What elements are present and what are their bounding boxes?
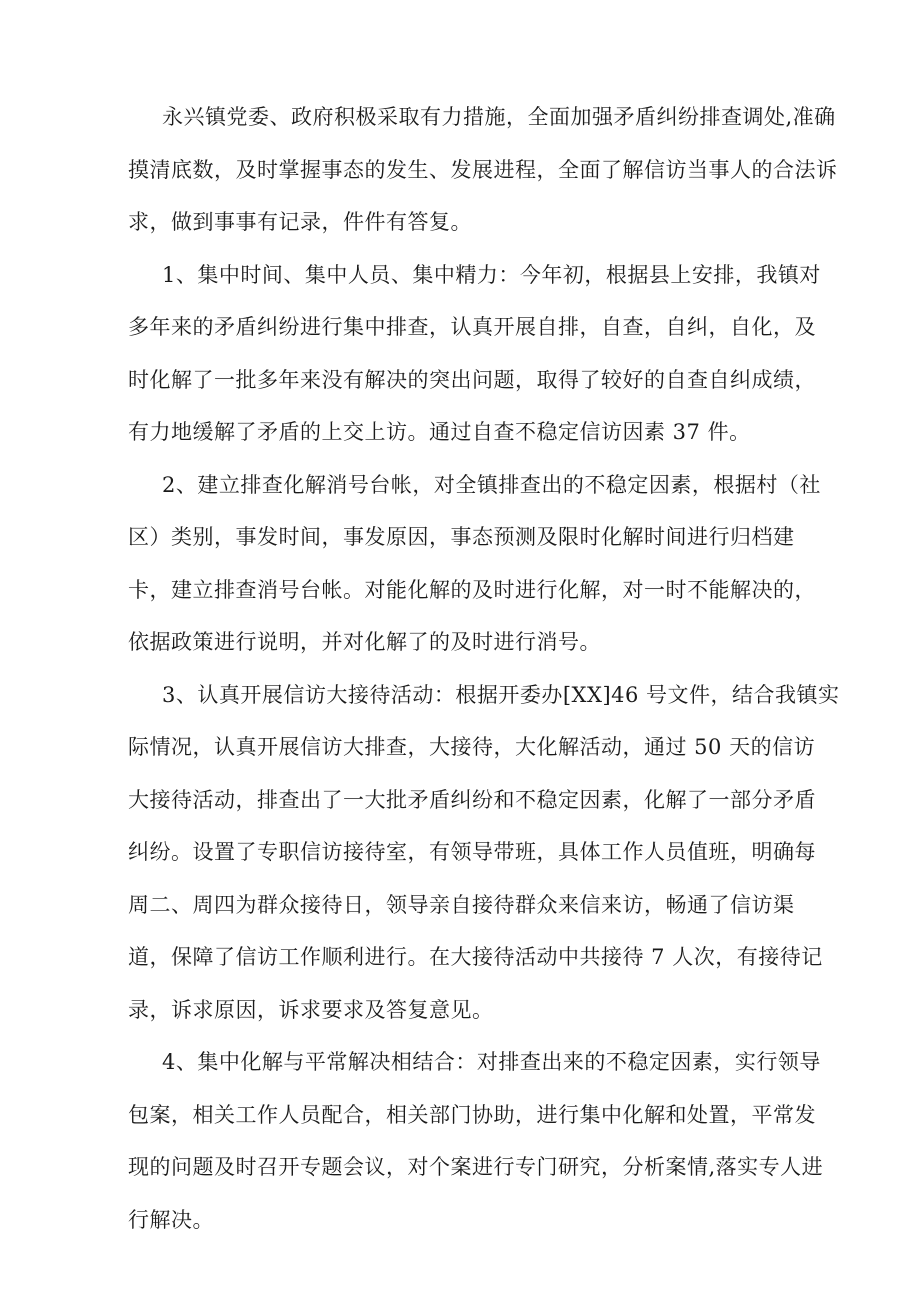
text-line: 时化解了一批多年来没有解决的突出问题，取得了较好的自查自纠成绩， xyxy=(128,367,816,392)
text-line: 2、建立排查化解消号台帐，对全镇排查出的不稳定因素，根据村（社 xyxy=(162,472,821,497)
document-body xyxy=(128,105,840,1261)
text-line: 4、集中化解与平常解决相结合：对排查出来的不稳定因素，实行领导 xyxy=(162,1050,821,1074)
text-line: 有力地缓解了矛盾的上交上访。通过自查不稳定信访因素 37 件。 xyxy=(128,420,751,444)
text-line: 周二、周四为群众接待日，领导亲自接待群众来信来访，畅通了信访渠 xyxy=(128,892,795,917)
text-line: 纠纷。设置了专职信访接待室，有领导带班，具体工作人员值班，明确每 xyxy=(128,840,816,864)
text-line: 际情况，认真开展信访大排查，大接待，大化解活动，通过 50 天的信访 xyxy=(128,735,816,759)
text-line: 大接待活动，排查出了一大批矛盾纠纷和不稳定因素，化解了一部分矛盾 xyxy=(128,787,816,812)
text-line: 多年来的矛盾纠纷进行集中排查，认真开展自排，自查，自纠，自化，及 xyxy=(128,315,816,339)
paragraph-item-3 xyxy=(128,682,840,1022)
text-line: 包案，相关工作人员配合，相关部门协助，进行集中化解和处置，平常发 xyxy=(128,1102,816,1127)
text-line: 道，保障了信访工作顺利进行。在大接待活动中共接待 7 人次，有接待记 xyxy=(128,945,823,969)
paragraph-item-4 xyxy=(128,1050,824,1232)
text-line: 依据政策进行说明，并对化解了的及时进行消号。 xyxy=(128,630,601,654)
text-line: 行解决。 xyxy=(128,1207,214,1232)
text-line: 3、认真开展信访大接待活动：根据开委办[XX]46 号文件，结合我镇实 xyxy=(162,682,840,707)
text-line: 卡，建立排查消号台帐。对能化解的及时进行化解，对一时不能解决的， xyxy=(128,577,816,602)
text-line: 摸清底数，及时掌握事态的发生、发展进程，全面了解信访当事人的合法诉 xyxy=(128,157,838,182)
paragraph-intro xyxy=(128,105,838,234)
text-line: 区）类别，事发时间，事发原因，事态预测及限时化解时间进行归档建 xyxy=(128,525,795,549)
paragraph-item-2 xyxy=(128,472,821,655)
text-line: 录，诉求原因，诉求要求及答复意见。 xyxy=(128,997,494,1022)
text-line: 求，做到事事有记录，件件有答复。 xyxy=(128,210,472,234)
text-line: 现的问题及时召开专题会议，对个案进行专门研究，分析案情,落实专人进 xyxy=(128,1155,824,1179)
text-line: 永兴镇党委、政府积极采取有力措施，全面加强矛盾纠纷排查调处,准确 xyxy=(162,105,836,129)
paragraph-item-1 xyxy=(128,262,821,445)
text-line: 1、集中时间、集中人员、集中精力：今年初，根据县上安排，我镇对 xyxy=(162,262,821,287)
